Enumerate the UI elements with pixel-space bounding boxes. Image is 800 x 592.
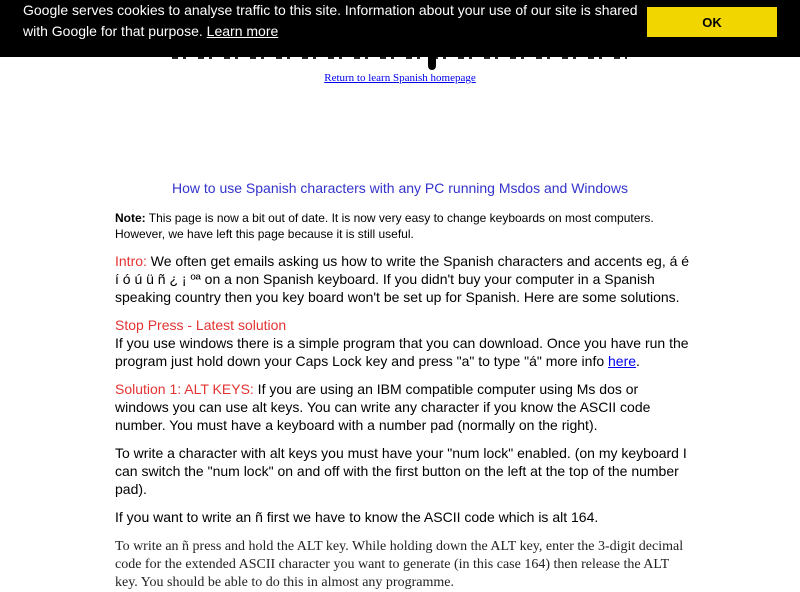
learn-more-link[interactable]: Learn more: [206, 23, 279, 39]
cookie-message-text: Google serves cookies to analyse traffic to this site. Information about your use of our site is shared with Google for that purpose.: [23, 2, 638, 39]
numlock-paragraph: To write a character with alt keys you must have your "num lock" enabled. (on my keyboard I can switch the "num lock" on and off with the first button on the left at the top of the number pad).: [115, 445, 687, 497]
intro-label: Intro:: [115, 253, 147, 269]
note-label: Note:: [115, 211, 146, 225]
stop-press-text: If you use windows there is a simple program that you can download. Once you have run the program just hold down your Caps Lock key and press "a" to type "á" more info: [115, 335, 689, 369]
solution1-label: Solution 1: ALT KEYS:: [115, 381, 254, 397]
stop-press-period: .: [636, 353, 640, 369]
solution1-text: If you are using an IBM compatible computer using Ms dos or windows you can use alt keys. You can write any character if you know the ASCII code number. You must have a keyboard with a number pad (normally on the right).: [115, 381, 651, 433]
cookie-message: [23, 0, 643, 42]
note-paragraph: [115, 210, 695, 242]
page-title: How to use Spanish characters with any PC running Msdos and Windows: [172, 180, 628, 196]
logo-mark: [428, 57, 436, 70]
note-text: This page is now a bit out of date. It is now very easy to change keyboards on most computers. However, we have left this page because it is still useful.: [115, 211, 654, 241]
cookie-ok-button[interactable]: OK: [647, 7, 777, 37]
solution1-paragraph: [115, 380, 695, 434]
logo-strip: [172, 57, 627, 59]
site-logo-partial: [0, 57, 800, 71]
ascii-paragraph: If you want to write an ñ first we have to know the ASCII code which is alt 164.: [115, 509, 599, 525]
intro-text: We often get emails asking us how to write the Spanish characters and accents eg, á é í ó ú ü ñ ¿ ¡ ºª on a non Spanish keyboard. If you didn't buy your computer in a Spanish speaking country then you key board won't be set up for Spanish. Here are some solutions.: [115, 253, 690, 305]
here-link[interactable]: here: [608, 353, 637, 369]
intro-paragraph: [115, 252, 695, 306]
stop-press-heading: Stop Press - Latest solution: [115, 317, 287, 333]
article-content: [115, 210, 695, 592]
home-link-container: [0, 72, 800, 84]
cookie-consent-bar: [0, 0, 800, 57]
return-home-link[interactable]: Return to learn Spanish homepage: [324, 72, 476, 84]
stop-press-paragraph: [115, 316, 695, 370]
instructions-paragraph: To write an ñ press and hold the ALT key. While holding down the ALT key, enter the 3-digit decimal code for the extended ASCII character you want to generate (in this case 164) then release the ALT key. You should be able to do this in almost any programme.: [115, 539, 684, 590]
